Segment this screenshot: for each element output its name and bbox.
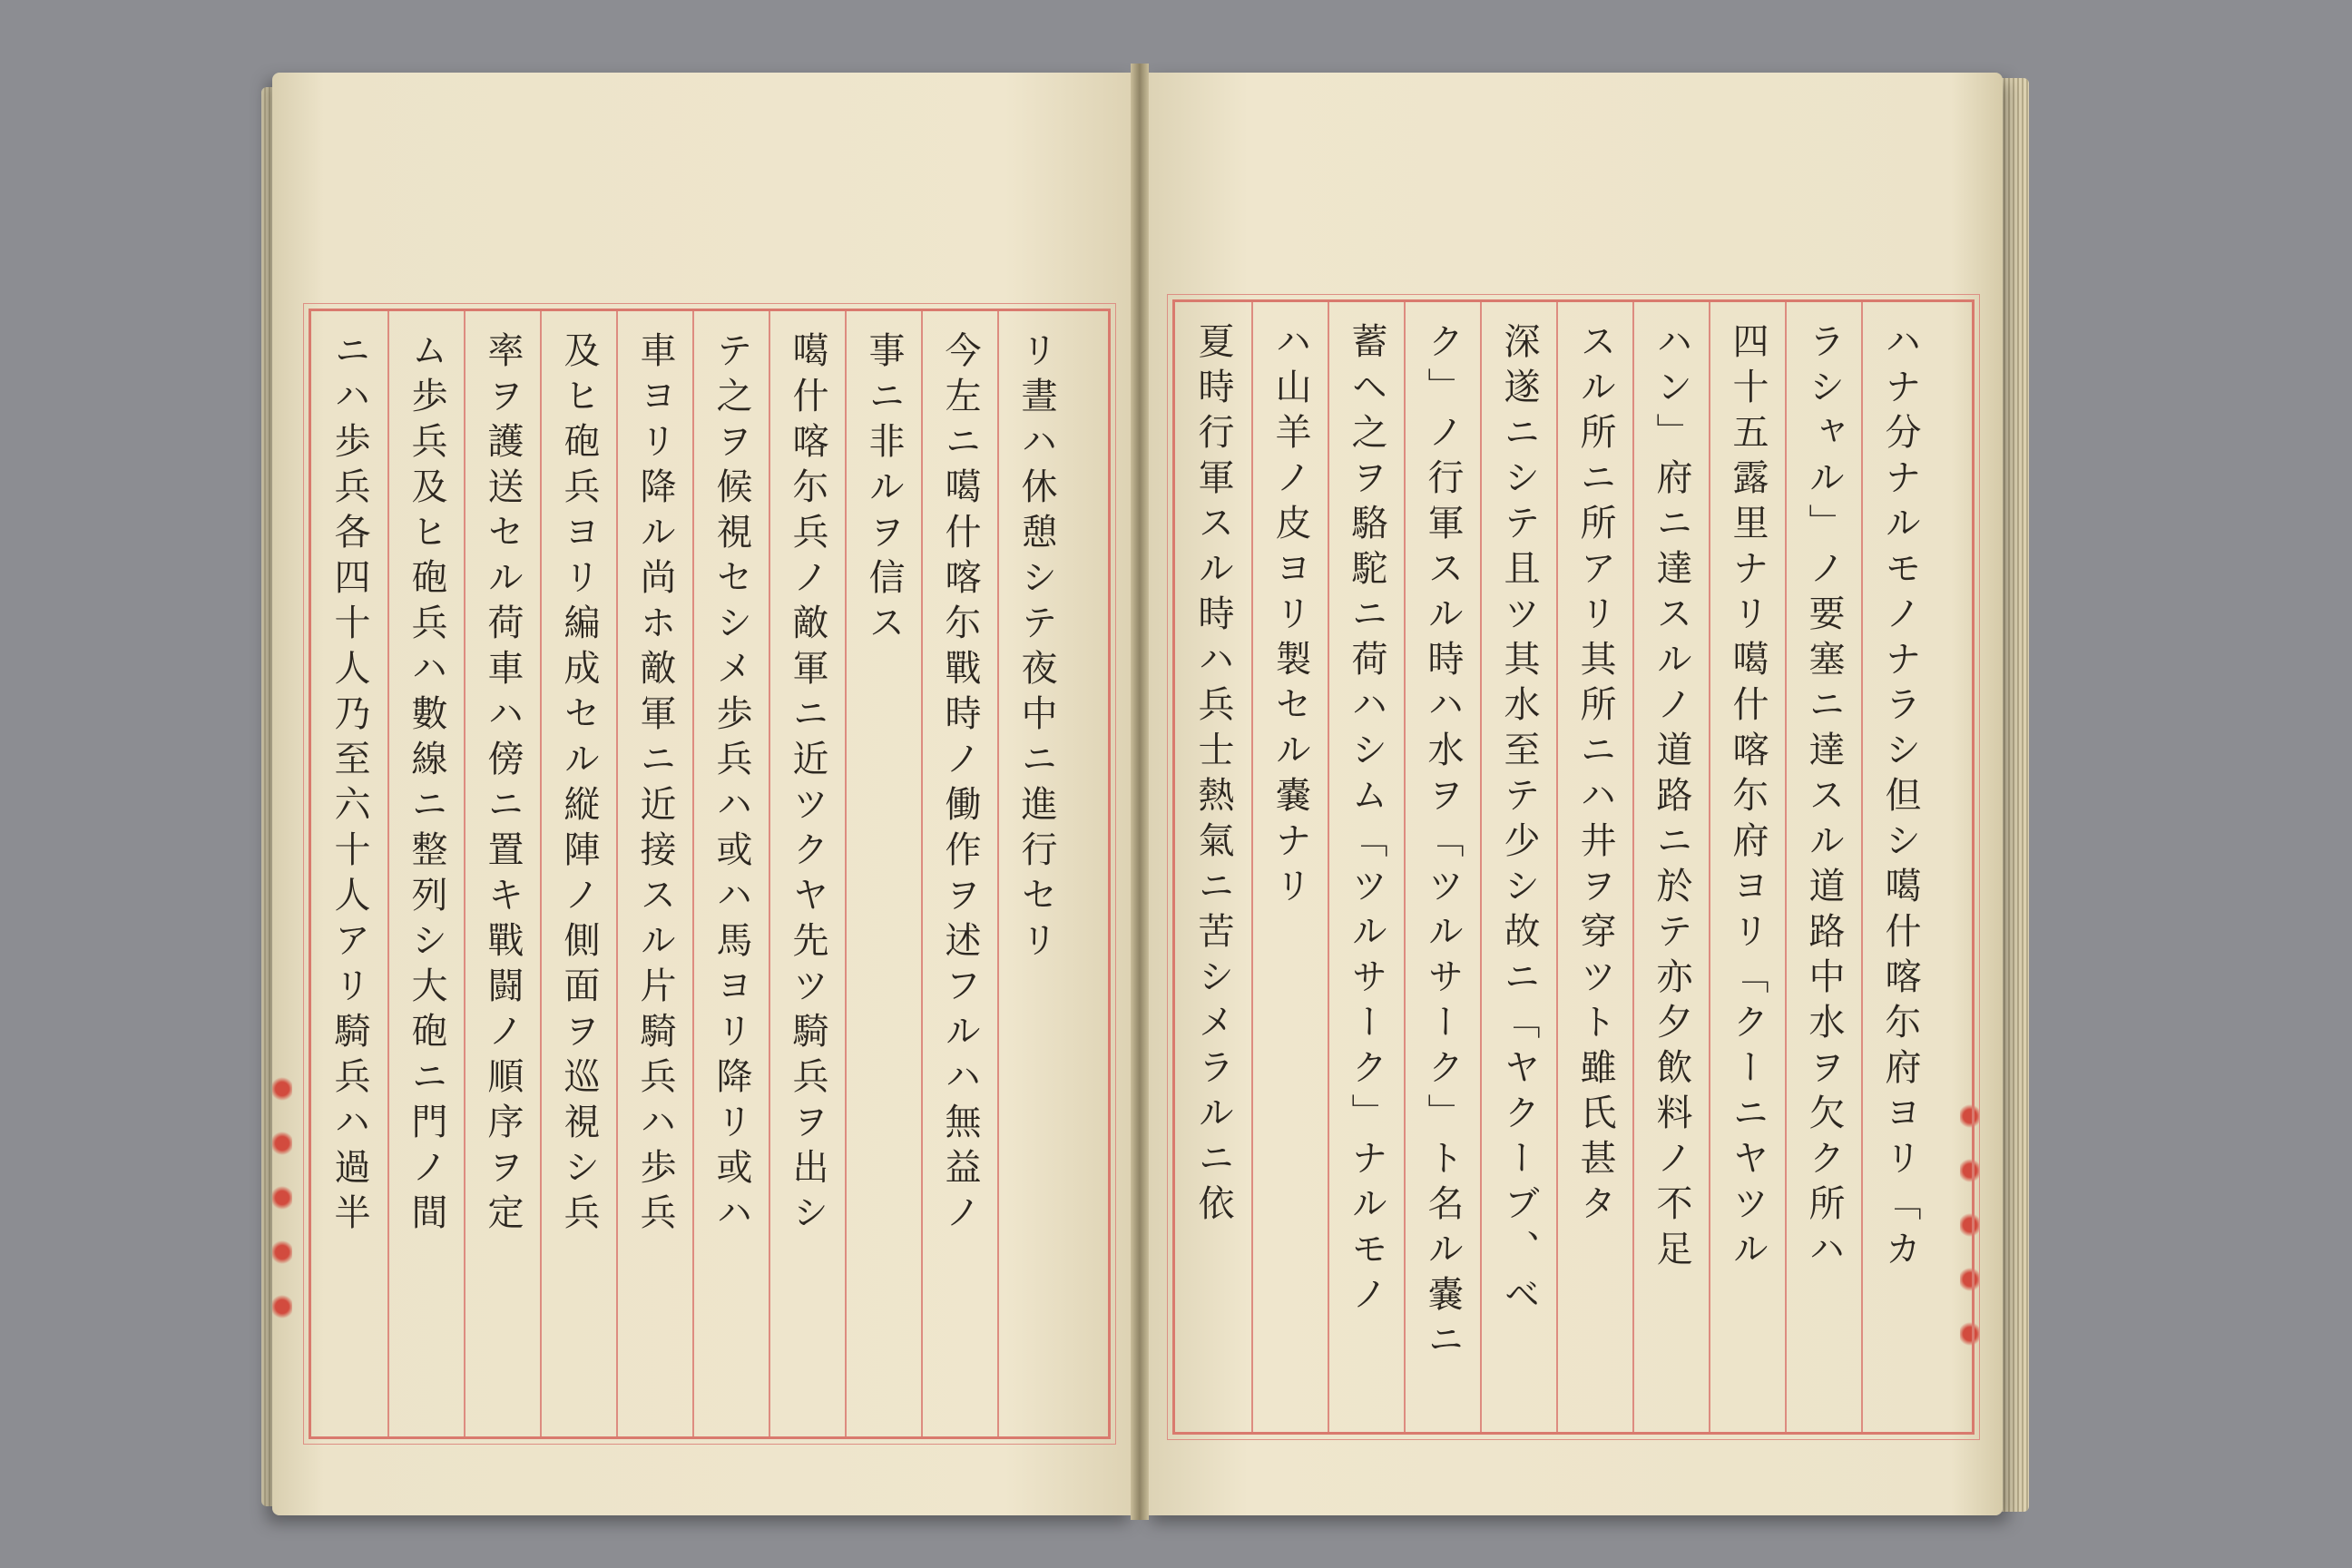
column-text: 車ヨリ降ル尚ホ敵軍ニ近接スル片騎兵ハ歩兵 [634,331,676,1239]
column-text: 噶什喀尓兵ノ敵軍ニ近ツクヤ先ツ騎兵ヲ出シ [787,331,828,1239]
text-column [921,311,997,1436]
text-column [1328,302,1404,1432]
column-text: ハ山羊ノ皮ヨリ製セル嚢ナリ [1269,322,1311,912]
column-text: テ之ヲ候視セシメ歩兵ハ或ハ馬ヨリ降リ或ハ [710,331,752,1239]
text-column [1861,302,1937,1432]
text-column [1785,302,1861,1432]
text-column [769,311,845,1436]
column-text: 蓄ヘ之ヲ駱駝ニ荷ハシム「ツルサーク」ナルモノ [1346,322,1387,1320]
text-column [997,311,1073,1436]
column-text: ニハ歩兵各四十人乃至六十人アリ騎兵ハ過半 [328,331,370,1239]
red-edge-mark [272,1184,292,1211]
column-text: 深遂ニシテ且ツ其水至テ少シ故ニ「ヤクーブ、ベ [1498,322,1540,1320]
text-column [1251,302,1328,1432]
column-text: 今左ニ噶什喀尓戰時ノ働作ヲ述フルハ無益ノ [939,331,981,1239]
red-edge-mark [272,1239,292,1266]
column-text: 夏時行軍スル時ハ兵士熱氣ニ苦シメラルニ依 [1192,322,1234,1230]
right-text-frame [1172,299,1975,1435]
text-column [1556,302,1632,1432]
text-column [616,311,692,1436]
text-column [1404,302,1480,1432]
text-column [1480,302,1556,1432]
column-text: 率ヲ護送セル荷車ハ傍ニ置キ戰闘ノ順序ヲ定 [482,331,524,1239]
text-column [845,311,921,1436]
text-column [1632,302,1709,1432]
column-text: ハン」府ニ達スルノ道路ニ於テ亦夕飲料ノ不足 [1651,322,1692,1275]
column-text: ラシャル」ノ要塞ニ達スル道路中水ヲ欠ク所ハ [1803,322,1845,1275]
red-edge-mark [272,1075,292,1102]
text-column [464,311,540,1436]
column-text: ハナ分ナルモノナラシ但シ噶什喀尓府ヨリ「カ [1879,322,1921,1275]
text-column [540,311,616,1436]
red-edge-mark [272,1293,292,1320]
book-gutter [1131,64,1149,1520]
text-column [1175,302,1251,1432]
column-text: ム歩兵及ヒ砲兵ハ數線ニ整列シ大砲ニ門ノ間 [406,331,447,1239]
column-text: リ晝ハ休憩シテ夜中ニ進行セリ [1015,331,1057,966]
column-text: ク」ノ行軍スル時ハ水ヲ「ツルサーク」ト名ル嚢ニ [1422,322,1464,1366]
column-text: スル所ニ所アリ其所ニハ井ヲ穿ツト雖氏甚タ [1574,322,1616,1230]
column-text: 及ヒ砲兵ヨリ編成セル縦陣ノ側面ヲ巡視シ兵 [558,331,600,1239]
text-column [387,311,464,1436]
text-column [692,311,769,1436]
text-column [1709,302,1785,1432]
column-text: 事ニ非ルヲ信ス [863,331,905,649]
red-edge-mark [272,1130,292,1157]
text-column [311,311,387,1436]
column-text: 四十五露里ナリ噶什喀尓府ヨリ「クーニヤツル [1727,322,1769,1275]
left-text-frame [309,309,1111,1439]
